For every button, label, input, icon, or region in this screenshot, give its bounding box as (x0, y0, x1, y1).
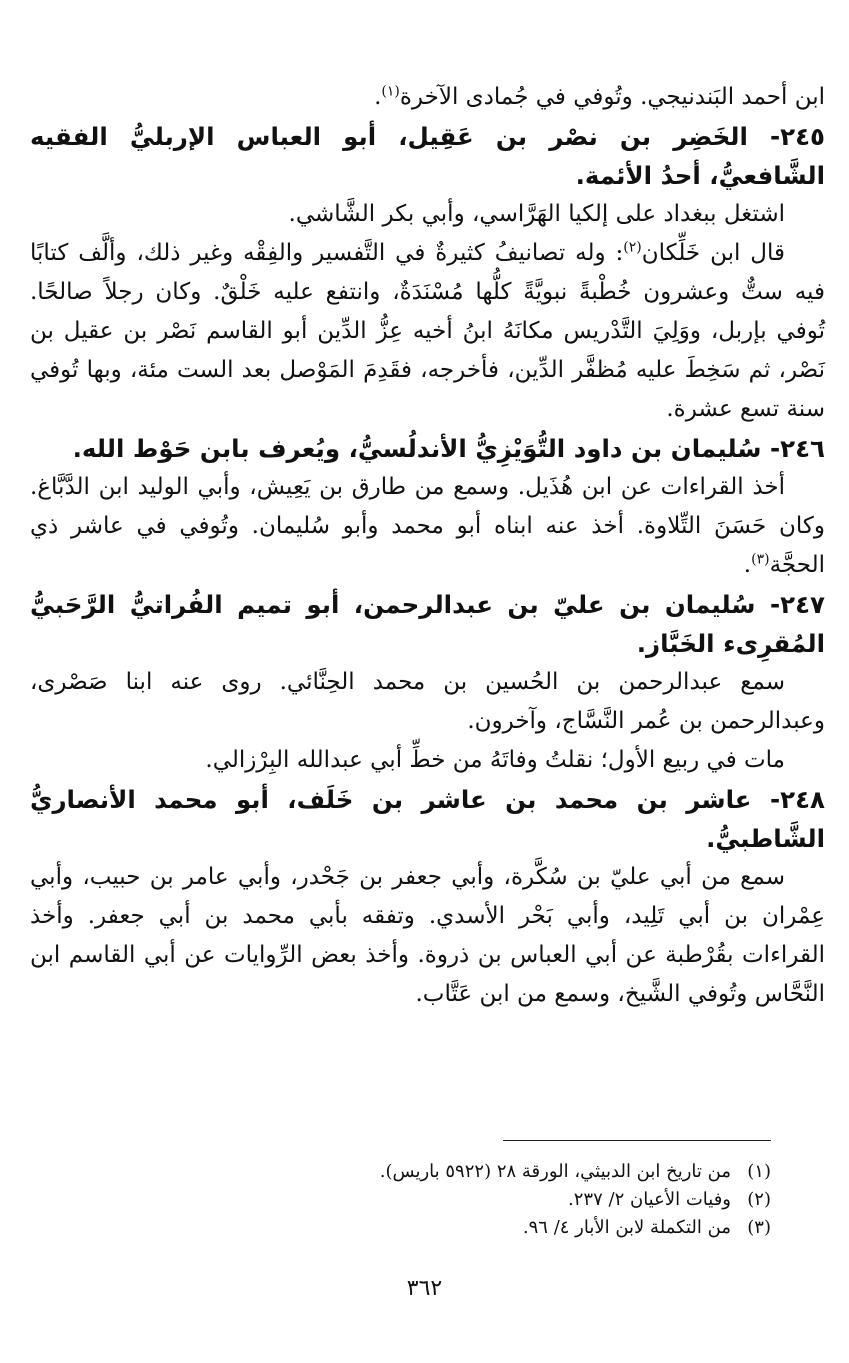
footnote-number: (٣) (747, 1217, 771, 1238)
footnote-divider (503, 1140, 771, 1141)
paragraph-text: ابن أحمد البَندنيجي. وتُوفي في جُمادى الآخرة (399, 84, 825, 110)
main-text (30, 78, 825, 1014)
page-number: ٣٦٢ (406, 1276, 443, 1301)
entry-heading-247: ٢٤٧- سُليمان بن عليّ بن عبدالرحمن، أبو تميم الفُراتيُّ الرَّحَبيُّ المُقرِىء الخَبَّاز. (30, 590, 825, 658)
entry-heading-245: ٢٤٥- الخَضِر بن نصْر بن عَقِيل، أبو العباس الإربليُّ الفقيه الشَّافعيُّ، أحدُ الأئمة. (30, 122, 825, 190)
paragraph-245-bio (30, 234, 825, 429)
footnote-text: وفيات الأعيان ٢/ ٢٣٧. (568, 1189, 731, 1210)
paragraph-text: أخذ القراءات عن ابن هُذَيل. وسمع من طارق بن يَعِيش، وأبي الوليد ابن الدَّبَّاغ. وكان حَسَنَ التِّلاوة. أخذ عنه ابناه أبو محمد وأبو سُليمان. وتُوفي في عاشر ذي الحجَّة (30, 474, 825, 578)
footnote-ref[interactable]: (٣) (751, 551, 770, 568)
footnote-text: من تاريخ ابن الدبيثي، الورقة ٢٨ (٥٩٢٢ باريس). (379, 1161, 731, 1182)
entry-heading-248: ٢٤٨- عاشر بن محمد بن عاشر بن خَلَف، أبو محمد الأنصاريُّ الشَّاطبيُّ. (30, 785, 825, 853)
paragraph-248-bio: سمع من أبي عليّ بن سُكَّرة، وأبي جعفر بن جَحْدر، وأبي عامر بن حبيب، وأبي عِمْران بن أبي تَلِيد، وأبي بَحْر الأسدي. وتفقه بأبي محمد بن أبي جعفر. وأخذ القراءات بقُرْطبة عن أبي العباس بن ذروة. وأخذ بعض الرِّوايات عن أبي القاسم ابن النَّحَّاس وتُوفي الشَّيخ، وسمع من ابن عَتَّاب. (30, 864, 825, 1007)
footnote-1 (71, 1158, 771, 1186)
footnote-2 (71, 1186, 771, 1214)
paragraph-tail: : وله تصانيفُ كثيرةٌ في التَّفسير والفِقْه وغير ذلك، وألَّف كتابًا فيه ستٌّ وعشرون خُطْبةً نبويَّةً كلُّها مُسْنَدَةٌ، وانتفع عليه خَلْقٌ. وكان رجلاً صالحًا. تُوفي بإربل، ووَلِيَ التَّدْريس مكانَهُ ابنُ أخيه عِزُّ الدِّين أبو القاسم نَصْر بن عقيل بن نَصْر، ثم سَخِطَ عليه مُظفَّر الدِّين، فأخرجه، فقَدِمَ المَوْصل بعد الست مئة، وبها تُوفي سنة تسع عشرة. (30, 240, 825, 422)
paragraph-text: قال ابن خَلِّكان (641, 240, 785, 266)
footnote-3 (71, 1214, 771, 1242)
paragraph-246-bio (30, 468, 825, 585)
paragraph-continuation (30, 78, 825, 117)
footnote-number: (١) (747, 1161, 771, 1182)
paragraph-247-death: مات في ربيع الأول؛ نقلتُ وفاتَهُ من خطِّ أبي عبدالله البِرْزالي. (205, 747, 785, 773)
footnote-text: من التكملة لابن الأبار ٤/ ٩٦. (522, 1217, 731, 1238)
footnote-ref[interactable]: (٢) (623, 239, 642, 256)
footnotes (71, 1158, 771, 1242)
entry-heading-246: ٢٤٦- سُليمان بن داود التُّوَيْزِيُّ الأندلُسيُّ، ويُعرف بابن حَوْط الله. (72, 434, 825, 463)
paragraph-tail: . (374, 84, 382, 110)
paragraph-tail: . (743, 552, 752, 578)
footnote-number: (٢) (747, 1189, 771, 1210)
paragraph-247-bio: سمع عبدالرحمن بن الحُسين بن محمد الحِنَّائي. روى عنه ابنا صَصْرى، وعبدالرحمن بن عُمر النَّسَّاج، وآخرون. (30, 669, 825, 734)
footnote-ref[interactable]: (١) (381, 83, 400, 100)
paragraph-245-study: اشتغل ببغداد على إلكيا الهَرَّاسي، وأبي بكر الشَّاشي. (288, 201, 785, 227)
